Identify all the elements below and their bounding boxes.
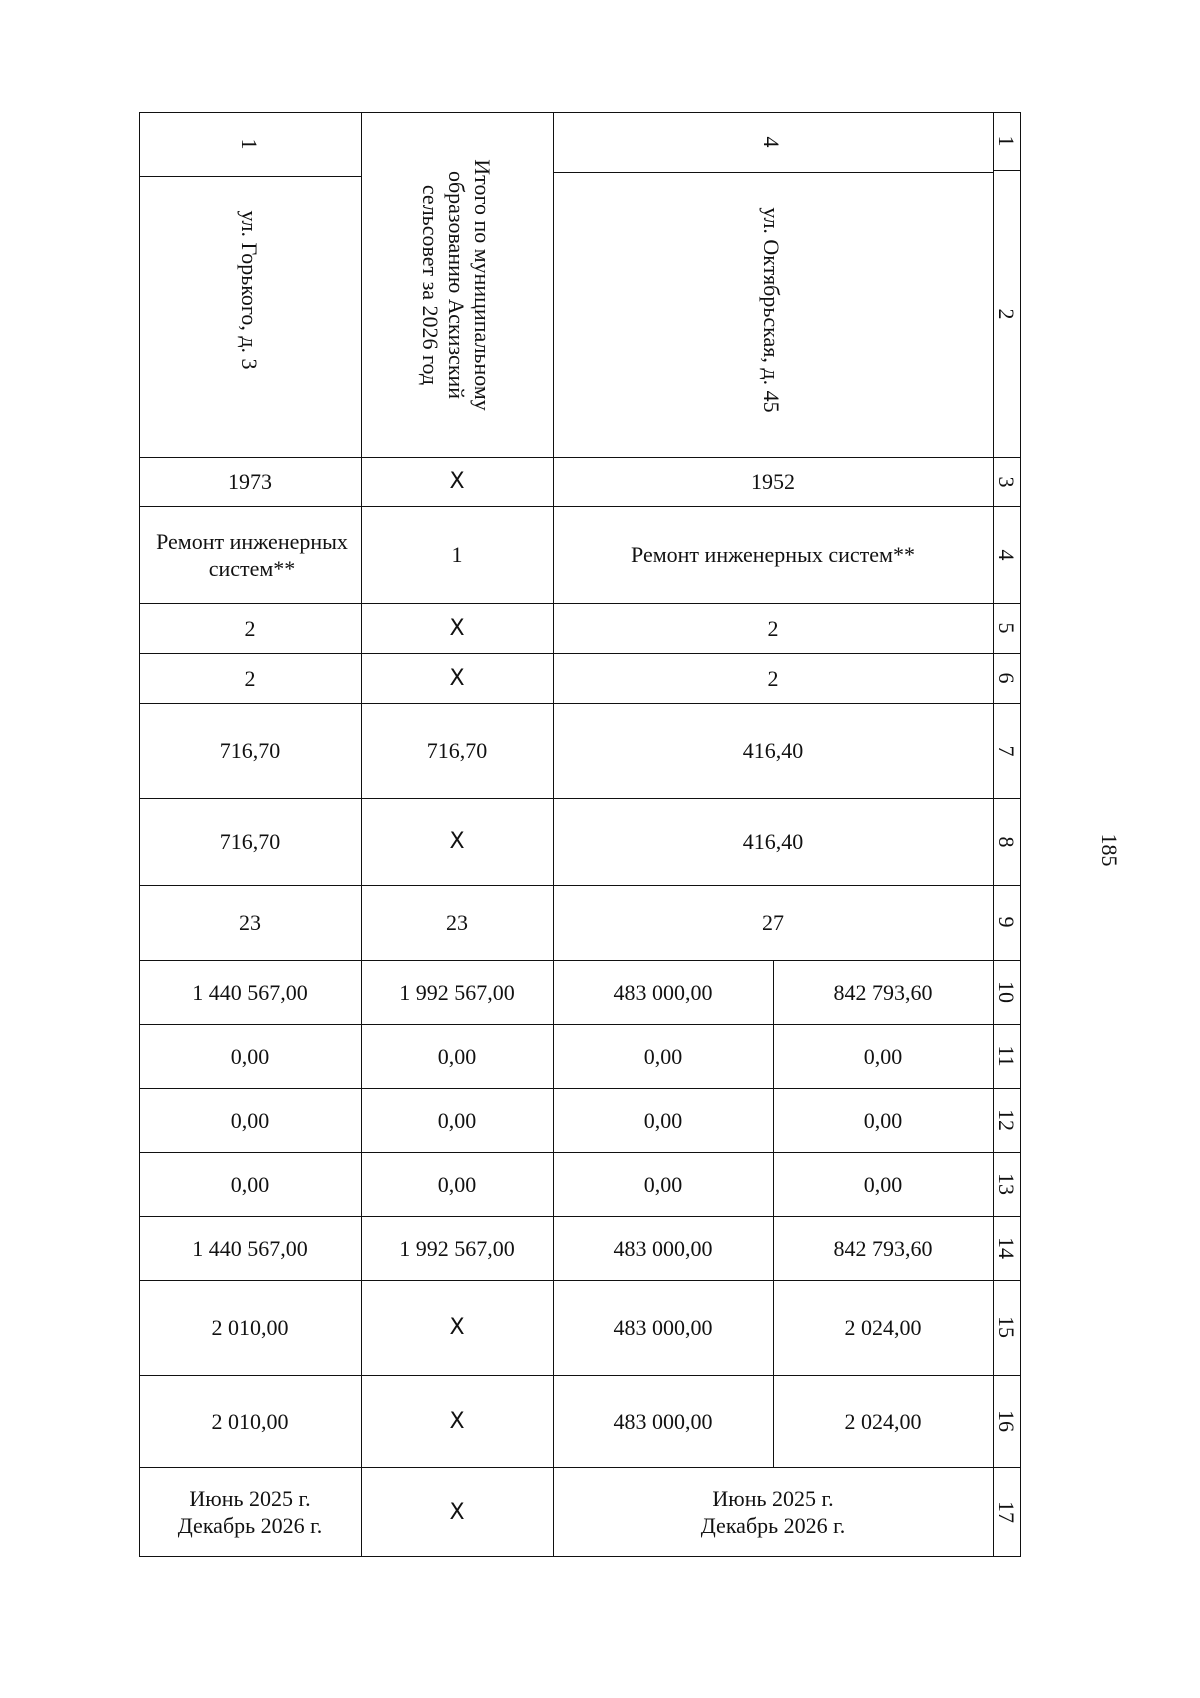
- total-title-line-3: сельсовет за 2026 год: [418, 184, 443, 386]
- total-col8: X: [449, 829, 465, 854]
- oktyabrskaya-col14-a: 483 000,00: [613, 1235, 713, 1261]
- header-subline: [993, 170, 1021, 171]
- gorkogo-col7: 716,70: [219, 738, 281, 763]
- total-title-line-2: образованию Аскизский: [444, 170, 469, 400]
- page-number: 185: [1097, 833, 1123, 867]
- total-col15: X: [449, 1315, 465, 1340]
- row-number-oktyabrskaya: 4: [759, 136, 785, 148]
- column-number-6: 6: [994, 672, 1020, 684]
- oktyabrskaya-year: 1952: [751, 469, 795, 494]
- oktyabrskaya-col14-b: 842 793,60: [833, 1235, 933, 1261]
- column-number-13: 13: [994, 1173, 1020, 1195]
- gorkogo-col17: [139, 1467, 361, 1557]
- oktyabrskaya-col16-b: 2 024,00: [844, 1408, 922, 1434]
- oktyabrskaya-col15-b: 2 024,00: [844, 1315, 922, 1340]
- oktyabrskaya-col13-a: 0,00: [643, 1171, 683, 1197]
- gorkogo-year: 1973: [228, 469, 272, 494]
- oktyabrskaya-col8: 416,40: [742, 829, 804, 854]
- gorkogo-col6: 2: [244, 665, 256, 691]
- column-number-8: 8: [994, 836, 1020, 848]
- total-col17: X: [449, 1499, 465, 1525]
- column-number-7: 7: [994, 745, 1020, 757]
- total-col14: 1 992 567,00: [399, 1235, 515, 1261]
- oktyabrskaya-col17-line-2: Декабрь 2026 г.: [700, 1513, 846, 1538]
- oktyabrskaya-col5: 2: [767, 615, 779, 641]
- total-title: [411, 135, 501, 435]
- oktyabrskaya-col15-a: 483 000,00: [613, 1315, 713, 1340]
- total-col12: 0,00: [437, 1107, 477, 1133]
- gorkogo-col10: 1 440 567,00: [192, 979, 308, 1005]
- oktyabrskaya-col12-a: 0,00: [643, 1107, 683, 1133]
- oktyabrskaya-col12-b: 0,00: [863, 1107, 903, 1133]
- column-number-10: 10: [994, 981, 1020, 1003]
- column-number-4: 4: [994, 549, 1020, 561]
- oktyabrskaya-col7: 416,40: [742, 738, 804, 763]
- total-col7: 716,70: [426, 738, 488, 763]
- gorkogo-col9: 23: [239, 910, 261, 935]
- address-oktyabrskaya: ул. Октябрьская, д. 45: [759, 207, 785, 413]
- column-number-3: 3: [994, 476, 1020, 488]
- gorkogo-col17-line-1: Июнь 2025 г.: [189, 1486, 311, 1511]
- oktyabrskaya-col16-a: 483 000,00: [613, 1408, 713, 1434]
- column-number-5: 5: [994, 622, 1020, 634]
- oktyabrskaya-col6: 2: [767, 665, 779, 691]
- oktyabrskaya-col17: [553, 1467, 993, 1557]
- oktyabrskaya-col11-a: 0,00: [643, 1043, 683, 1069]
- oktyabrskaya-col10-a: 483 000,00: [613, 979, 713, 1005]
- row-number-gorkogo: 1: [237, 138, 263, 150]
- total-col5: X: [449, 615, 465, 641]
- oktyabrskaya-col13-b: 0,00: [863, 1171, 903, 1197]
- column-number-12: 12: [994, 1109, 1020, 1131]
- address-gorkogo: ул. Горького, д. 3: [237, 210, 263, 370]
- gorkogo-col16: 2 010,00: [211, 1408, 289, 1434]
- gorkogo-work: Ремонт инженерных систем**: [156, 528, 348, 581]
- total-title-line-1: Итого по муниципальному: [470, 159, 495, 411]
- total-col10: 1 992 567,00: [399, 979, 515, 1005]
- gorkogo-col14: 1 440 567,00: [192, 1235, 308, 1261]
- column-number-15: 15: [994, 1316, 1020, 1338]
- column-number-1: 1: [994, 135, 1020, 147]
- gorkogo-col12: 0,00: [230, 1107, 270, 1133]
- oktyabrskaya-col11-b: 0,00: [863, 1043, 903, 1069]
- gorkogo-col11: 0,00: [230, 1043, 270, 1069]
- column-number-2: 2: [994, 308, 1020, 320]
- gorkogo-col15: 2 010,00: [211, 1315, 289, 1340]
- column-number-17: 17: [994, 1501, 1020, 1523]
- total-work: 1: [451, 542, 463, 567]
- total-col11: 0,00: [437, 1043, 477, 1069]
- total-col6: X: [449, 665, 465, 691]
- gorkogo-col8: 716,70: [219, 829, 281, 854]
- total-year: X: [449, 469, 465, 494]
- total-col9: 23: [446, 910, 468, 935]
- column-number-11: 11: [994, 1045, 1020, 1067]
- total-col13: 0,00: [437, 1171, 477, 1197]
- gorkogo-col5: 2: [244, 615, 256, 641]
- total-col16: X: [449, 1408, 465, 1434]
- column-number-9: 9: [994, 916, 1020, 928]
- oktyabrskaya-work: Ремонт инженерных систем**: [631, 542, 915, 567]
- gorkogo-col17-line-2: Декабрь 2026 г.: [177, 1513, 323, 1538]
- column-number-16: 16: [994, 1410, 1020, 1432]
- oktyabrskaya-col9: 27: [762, 910, 784, 935]
- oktyabrskaya-col10-b: 842 793,60: [833, 979, 933, 1005]
- gorkogo-col13: 0,00: [230, 1171, 270, 1197]
- oktyabrskaya-col17-line-1: Июнь 2025 г.: [712, 1486, 834, 1511]
- column-number-14: 14: [994, 1237, 1020, 1259]
